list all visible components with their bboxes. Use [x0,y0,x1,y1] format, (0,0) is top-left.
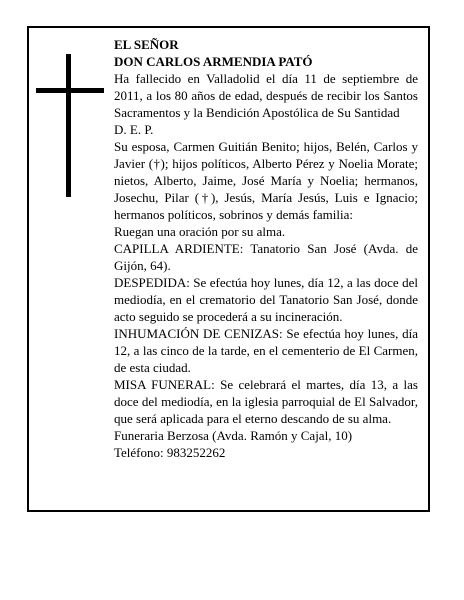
deceased-name: DON CARLOS ARMENDIA PATÓ [114,54,313,69]
ashes-burial-info: INHUMACIÓN DE CENIZAS: Se efectúa hoy lunes, día 12, a las cinco de la tarde, en el cementerio de El Carmen, de esta ciudad. [114,326,418,375]
family-list: Su esposa, Carmen Guitián Benito; hijos, Belén, Carlos y Javier (†); hijos políticos, Alberto Pérez y Noelia Morate; nietos, Alberto, Jaime, José María y Noelia; hermanos, Josechu, Pilar (†), Jesús, María Jesús, Luis e Ignacio; hermanos políticos, sobrinos y demás familia: [114,139,418,222]
chapel-info: CAPILLA ARDIENTE: Tanatorio San José (Avda. de Gijón, 64). [114,241,418,273]
farewell-info: DESPEDIDA: Se efectúa hoy lunes, día 12, a las doce del mediodía, en el crematorio del Tanatorio San José, donde acto seguido se procederá a su incineración. [114,275,418,324]
phone-number: Teléfono: 983252262 [114,445,226,460]
funeral-home: Funeraria Berzosa (Avda. Ramón y Cajal, 10) [114,428,353,443]
prayer-request: Ruegan una oración por su alma. [114,224,286,239]
cross-horizontal-bar [36,88,104,93]
deceased-title: EL SEÑOR [114,37,179,52]
funeral-mass-info: MISA FUNERAL: Se celebrará el martes, día 13, a las doce del mediodía, en la iglesia parroquial de El Salvador, que será aplicada para el eterno descando de su alma. [114,377,418,426]
death-announcement: Ha fallecido en Valladolid el día 11 de septiembre de 2011, a los 80 años de edad, después de recibir los Santos Sacramentos y la Bendición Apostólica de Su Santidad [114,71,418,120]
cross-icon [36,54,104,197]
rip-line: D. E. P. [114,122,154,137]
obituary-text [114,36,418,461]
cross-vertical-bar [66,54,71,197]
